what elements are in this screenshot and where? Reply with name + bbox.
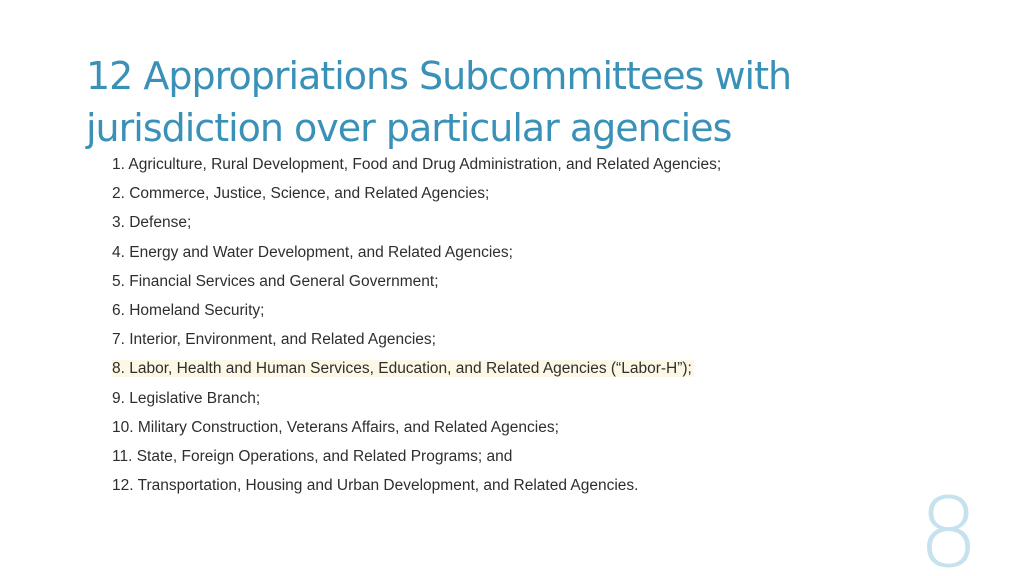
- list-item: [112, 471, 723, 500]
- list-item: [112, 413, 723, 442]
- list-item-text: 5. Financial Services and General Government;: [112, 272, 439, 290]
- list-item: [112, 150, 723, 179]
- list-item: [112, 267, 723, 296]
- list-item: [112, 179, 723, 208]
- list-item: [112, 325, 723, 354]
- list-item-text: 4. Energy and Water Development, and Related Agencies;: [112, 243, 513, 261]
- list-item-text: 1. Agriculture, Rural Development, Food and Drug Administration, and Related Agencies;: [112, 156, 722, 173]
- list-item-text: 9. Legislative Branch;: [112, 389, 261, 407]
- list-item-highlighted: [112, 354, 723, 383]
- slide-title-line-2: jurisdiction over particular agencies: [86, 106, 732, 150]
- page-number: 8: [918, 477, 980, 576]
- list-item-text: 3. Defense;: [112, 214, 192, 232]
- list-item: [112, 384, 723, 413]
- list-item: [112, 208, 723, 237]
- list-item-text: 11. State, Foreign Operations, and Related Programs; and: [112, 447, 513, 465]
- list-item-text: 7. Interior, Environment, and Related Agencies;: [112, 331, 436, 349]
- subcommittee-list: [112, 150, 723, 500]
- list-item-text: 6. Homeland Security;: [112, 301, 265, 319]
- list-item-text: 12. Transportation, Housing and Urban Development, and Related Agencies.: [112, 477, 639, 495]
- slide-title-line-1: 12 Appropriations Subcommittees with: [86, 54, 792, 98]
- list-item: [112, 238, 723, 267]
- slide-title: [86, 50, 966, 154]
- list-item-text: 10. Military Construction, Veterans Affairs, and Related Agencies;: [112, 418, 559, 436]
- list-item: [112, 296, 723, 325]
- list-item-text: 8. Labor, Health and Human Services, Education, and Related Agencies (“Labor-H”);: [112, 360, 692, 378]
- list-item: [112, 442, 723, 471]
- list-item-text: 2. Commerce, Justice, Science, and Related Agencies;: [112, 185, 490, 203]
